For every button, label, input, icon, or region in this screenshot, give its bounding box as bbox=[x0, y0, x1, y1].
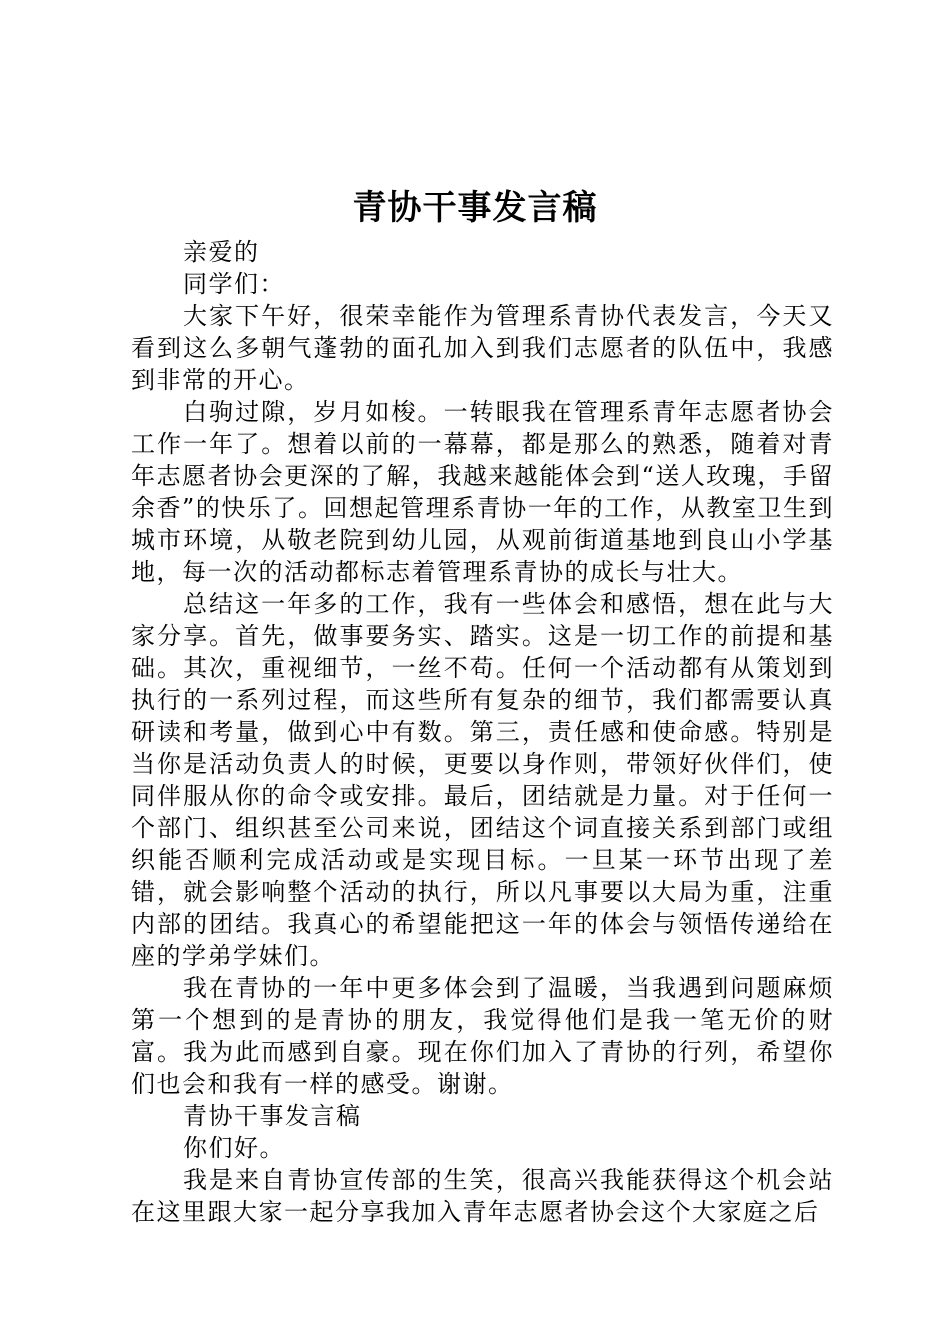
paragraph-summary: 总结这一年多的工作，我有一些体会和感悟，想在此与大家分享。首先，做事要务实、踏实。这是一切工作的前提和基础。其次，重视细节，一丝不苟。任何一个活动都有从策划到执行的一系列过程，而这些所有复杂的细节，我们都需要认真研读和考量，做到心中有数。第三，责任感和使命感。特别是当你是活动负责人的时候，更要以身作则，带领好伙伴们，使同伴服从你的命令或安排。最后，团结就是力量。对于任何一个部门、组织甚至公司来说，团结这个词直接关系到部门或组织能否顺利完成活动或是实现目标。一旦某一环节出现了差错，就会影响整个活动的执行，所以凡事要以大局为重，注重内部的团结。我真心的希望能把这一年的体会与领悟传递给在座的学弟学妹们。 bbox=[131, 590, 834, 970]
paragraph-closing: 我在青协的一年中更多体会到了温暖，当我遇到问题麻烦第一个想到的是青协的朋友，我觉得他们是我一笔无价的财富。我为此而感到自豪。现在你们加入了青协的行列，希望你们也会和我有一样的感受。谢谢。 bbox=[131, 974, 834, 1098]
paragraph-reflection: 白驹过隙，岁月如梭。一转眼我在管理系青年志愿者协会工作一年了。想着以前的一幕幕，都是那么的熟悉，随着对青年志愿者协会更深的了解，我越来越能体会到“送人玫瑰，手留余香”的快乐了。回想起管理系青协一年的工作，从教室卫生到城市环境，从敬老院到幼儿园，从观前街道基地到良山小学基地，每一次的活动都标志着管理系青协的成长与壮大。 bbox=[131, 398, 834, 586]
paragraph-second-greeting: 你们好。 bbox=[183, 1134, 285, 1162]
paragraph-second-title: 青协干事发言稿 bbox=[183, 1102, 362, 1130]
paragraph-opening: 大家下午好，很荣幸能作为管理系青协代表发言，今天又看到这么多朝气蓬勃的面孔加入到我们志愿者的队伍中，我感到非常的开心。 bbox=[131, 302, 834, 394]
document-title: 青协干事发言稿 bbox=[352, 188, 598, 228]
paragraph-greeting-2: 同学们： bbox=[183, 270, 285, 298]
paragraph-second-intro: 我是来自青协宣传部的生笑，很高兴我能获得这个机会站在这里跟大家一起分享我加入青年志愿者协会这个大家庭之后 bbox=[131, 1166, 834, 1226]
paragraph-greeting-1: 亲爱的 bbox=[183, 238, 260, 266]
document-body bbox=[131, 236, 834, 1228]
